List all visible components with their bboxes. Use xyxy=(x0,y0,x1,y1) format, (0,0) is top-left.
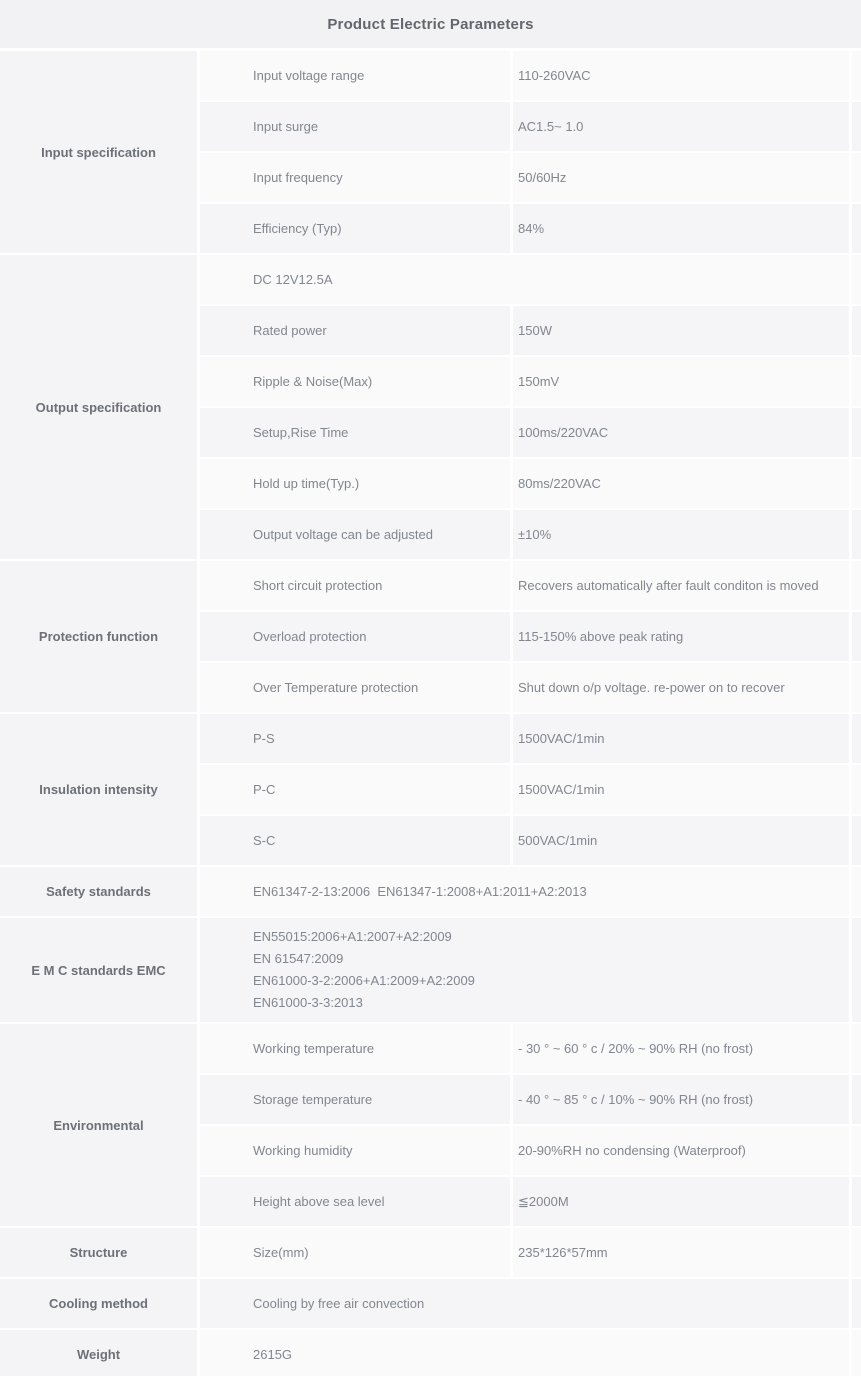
spec-section xyxy=(0,1228,861,1277)
param-label-cell: Size(mm) xyxy=(200,1228,510,1277)
table-row xyxy=(200,1177,861,1226)
spec-section xyxy=(0,1279,861,1328)
param-value-cell: - 40 ° ~ 85 ° c / 10% ~ 90% RH (no frost) xyxy=(513,1075,849,1124)
edge-sliver xyxy=(852,918,861,1022)
table-row xyxy=(200,663,861,712)
edge-sliver xyxy=(852,51,861,100)
table-row xyxy=(200,306,861,355)
edge-sliver xyxy=(852,459,861,508)
rows-column xyxy=(200,867,861,916)
category-cell: E M C standards EMC xyxy=(0,918,197,1022)
table-row xyxy=(200,1279,861,1328)
edge-sliver xyxy=(852,1279,861,1328)
edge-sliver xyxy=(852,867,861,916)
param-label-cell: Working humidity xyxy=(200,1126,510,1175)
edge-sliver xyxy=(852,612,861,661)
edge-sliver xyxy=(852,1075,861,1124)
param-value-cell: ≦2000M xyxy=(513,1177,849,1226)
category-cell: Protection function xyxy=(0,561,197,712)
category-cell: Cooling method xyxy=(0,1279,197,1328)
edge-sliver xyxy=(852,204,861,253)
param-label-cell: Height above sea level xyxy=(200,1177,510,1226)
param-value-cell: 1500VAC/1min xyxy=(513,714,849,763)
edge-sliver xyxy=(852,153,861,202)
param-value-cell: 50/60Hz xyxy=(513,153,849,202)
table-row xyxy=(200,102,861,151)
table-row xyxy=(200,561,861,610)
table-row xyxy=(200,1330,861,1376)
param-value-cell: 80ms/220VAC xyxy=(513,459,849,508)
param-label-cell: P-C xyxy=(200,765,510,814)
merged-value-cell: DC 12V12.5A xyxy=(200,255,849,304)
spec-section xyxy=(0,918,861,1022)
table-row xyxy=(200,510,861,559)
table-row xyxy=(200,1075,861,1124)
param-value-cell: 20-90%RH no condensing (Waterproof) xyxy=(513,1126,849,1175)
merged-value-cell: Cooling by free air convection xyxy=(200,1279,849,1328)
param-value-cell: 84% xyxy=(513,204,849,253)
standard-line: EN61000-3-2:2006+A1:2009+A2:2009 xyxy=(253,973,475,988)
rows-column xyxy=(200,1279,861,1328)
param-value-cell: 115-150% above peak rating xyxy=(513,612,849,661)
param-label-cell: Overload protection xyxy=(200,612,510,661)
param-value-cell: Recovers automatically after fault conditon is moved xyxy=(513,561,849,610)
param-label-cell: Efficiency (Typ) xyxy=(200,204,510,253)
table-row xyxy=(200,204,861,253)
standard-line: EN61000-3-3:2013 xyxy=(253,995,363,1010)
rows-column xyxy=(200,1228,861,1277)
param-label-cell: Input frequency xyxy=(200,153,510,202)
table-row xyxy=(200,867,861,916)
edge-sliver xyxy=(852,357,861,406)
rows-column xyxy=(200,51,861,253)
table-row xyxy=(200,51,861,100)
table-row xyxy=(200,153,861,202)
edge-sliver xyxy=(852,765,861,814)
table-row xyxy=(200,1024,861,1073)
param-label-cell: Hold up time(Typ.) xyxy=(200,459,510,508)
param-label-cell: Setup,Rise Time xyxy=(200,408,510,457)
standard-line: EN55015:2006+A1:2007+A2:2009 xyxy=(253,929,452,944)
edge-sliver xyxy=(852,1024,861,1073)
edge-sliver xyxy=(852,102,861,151)
edge-sliver xyxy=(852,663,861,712)
table-row xyxy=(200,255,861,304)
param-label-cell: P-S xyxy=(200,714,510,763)
param-value-cell: 500VAC/1min xyxy=(513,816,849,865)
param-label-cell: Ripple & Noise(Max) xyxy=(200,357,510,406)
table-row xyxy=(200,357,861,406)
table-row xyxy=(200,816,861,865)
table-header xyxy=(0,0,861,48)
spec-section xyxy=(0,714,861,865)
category-cell: Environmental xyxy=(0,1024,197,1226)
standard-line: EN 61547:2009 xyxy=(253,951,344,966)
spec-section xyxy=(0,255,861,559)
param-label-cell: Working temperature xyxy=(200,1024,510,1073)
param-value-cell: 150mV xyxy=(513,357,849,406)
param-value-cell: 1500VAC/1min xyxy=(513,765,849,814)
table-row xyxy=(200,714,861,763)
merged-value-cell: 2615G xyxy=(200,1330,849,1376)
edge-sliver xyxy=(852,408,861,457)
merged-value-cell: EN61347-2-13:2006 EN61347-1:2008+A1:2011+A2:2013 xyxy=(200,867,849,916)
rows-column xyxy=(200,714,861,865)
param-value-cell: AC1.5~ 1.0 xyxy=(513,102,849,151)
edge-sliver xyxy=(852,1330,861,1376)
edge-sliver xyxy=(852,1228,861,1277)
spec-section xyxy=(0,561,861,712)
table-row xyxy=(200,1126,861,1175)
merged-value-cell xyxy=(200,918,849,1022)
category-cell: Weight xyxy=(0,1330,197,1376)
edge-sliver xyxy=(852,816,861,865)
spec-section xyxy=(0,1330,861,1376)
rows-column xyxy=(200,1330,861,1376)
rows-column xyxy=(200,255,861,559)
rows-column xyxy=(200,561,861,712)
spec-section xyxy=(0,51,861,253)
spec-section xyxy=(0,1024,861,1226)
param-value-cell: 150W xyxy=(513,306,849,355)
category-cell: Output specification xyxy=(0,255,197,559)
param-label-cell: Rated power xyxy=(200,306,510,355)
param-label-cell: Output voltage can be adjusted xyxy=(200,510,510,559)
param-value-cell: 110-260VAC xyxy=(513,51,849,100)
param-label-cell: Storage temperature xyxy=(200,1075,510,1124)
param-value-cell: 235*126*57mm xyxy=(513,1228,849,1277)
edge-sliver xyxy=(852,1177,861,1226)
rows-column xyxy=(200,918,861,1022)
table-row xyxy=(200,408,861,457)
page-title: Product Electric Parameters xyxy=(327,15,534,33)
param-label-cell: Over Temperature protection xyxy=(200,663,510,712)
category-cell: Insulation intensity xyxy=(0,714,197,865)
table-row xyxy=(200,612,861,661)
spec-section xyxy=(0,867,861,916)
category-cell: Safety standards xyxy=(0,867,197,916)
param-value-cell: ±10% xyxy=(513,510,849,559)
param-label-cell: Input surge xyxy=(200,102,510,151)
table-row xyxy=(200,918,861,1022)
rows-column xyxy=(200,1024,861,1226)
param-value-cell: Shut down o/p voltage. re-power on to recover xyxy=(513,663,849,712)
table-row xyxy=(200,459,861,508)
category-cell: Input specification xyxy=(0,51,197,253)
edge-sliver xyxy=(852,1126,861,1175)
edge-sliver xyxy=(852,306,861,355)
edge-sliver xyxy=(852,255,861,304)
param-value-cell: - 30 ° ~ 60 ° c / 20% ~ 90% RH (no frost) xyxy=(513,1024,849,1073)
edge-sliver xyxy=(852,510,861,559)
param-label-cell: S-C xyxy=(200,816,510,865)
edge-sliver xyxy=(852,714,861,763)
param-label-cell: Short circuit protection xyxy=(200,561,510,610)
param-value-cell: 100ms/220VAC xyxy=(513,408,849,457)
category-cell: Structure xyxy=(0,1228,197,1277)
spec-table xyxy=(0,51,861,1376)
table-row xyxy=(200,765,861,814)
table-row xyxy=(200,1228,861,1277)
edge-sliver xyxy=(852,561,861,610)
param-label-cell: Input voltage range xyxy=(200,51,510,100)
